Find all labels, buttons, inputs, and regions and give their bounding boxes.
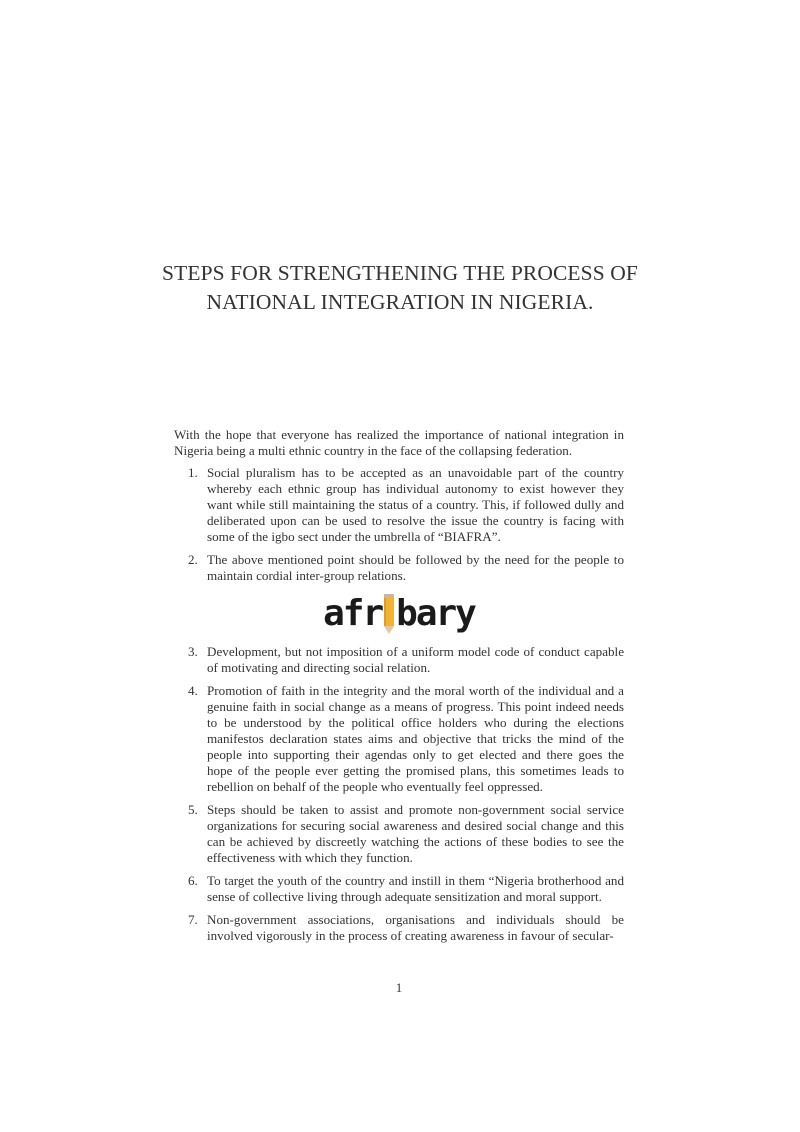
page-number: 1	[395, 980, 403, 995]
document-title: STEPS FOR STRENGTHENING THE PROCESS OF NATIONAL INTEGRATION IN NIGERIA.	[162, 261, 638, 314]
watermark-text-right: bary	[396, 593, 475, 634]
list-number: 7.	[188, 912, 198, 927]
intro-paragraph: With the hope that everyone has realized the importance of national integration in Nigeria being a multi ethnic country in the face of the collapsing federation.	[174, 427, 624, 458]
steps-list	[174, 465, 624, 584]
list-item	[174, 873, 624, 905]
list-text: Development, but not imposition of a uniform model code of conduct capable of motivating and directing social relation.	[207, 644, 624, 675]
afribary-watermark-logo	[323, 594, 475, 634]
watermark-row	[174, 591, 624, 637]
list-text: Promotion of faith in the integrity and the moral worth of the individual and a genuine faith in social change as a means of progress. This point indeed needs to be understood by the political office holders who during the elections manifestos declaration states aims and objective that tricks the mind of the people into supporting their agendas only to get elected and there goes the hope of the people ever getting the promised plans, this sometimes leads to rebellion on behalf of the people who eventually feel oppressed.	[207, 683, 624, 794]
list-item	[174, 912, 624, 944]
list-item	[174, 683, 624, 795]
list-item	[174, 465, 624, 545]
list-text: To target the youth of the country and instill in them “Nigeria brotherhood and sense of collective living through adequate sensitization and moral support.	[207, 873, 624, 904]
document-body	[174, 427, 624, 996]
list-number: 5.	[188, 802, 198, 817]
list-item	[174, 802, 624, 866]
list-number: 2.	[188, 552, 198, 567]
watermark-text-left: afr	[323, 593, 383, 634]
list-text: Social pluralism has to be accepted as an unavoidable part of the country whereby each ethnic group has individual autonomy to exist however they want while still maintaining the status of a country. This, if followed dully and deliberated upon can be used to resolve the issue the country is facing with some of the igbo sect under the umbrella of “BIAFRA”.	[207, 465, 624, 544]
list-number: 6.	[188, 873, 198, 888]
pencil-icon	[384, 594, 394, 634]
list-text: Steps should be taken to assist and promote non-government social service organizations for securing social awareness and desired social change and this can be achieved by discreetly watching the actions of these bodies to see the effectiveness with which they function.	[207, 802, 624, 865]
list-number: 4.	[188, 683, 198, 698]
steps-list-continued	[174, 644, 624, 944]
list-number: 1.	[188, 465, 198, 480]
list-text: Non-government associations, organisations and individuals should be involved vigorously in the process of creating awareness in favour of secular-	[207, 912, 624, 943]
list-item	[174, 644, 624, 676]
list-number: 3.	[188, 644, 198, 659]
list-item	[174, 552, 624, 584]
list-text: The above mentioned point should be followed by the need for the people to maintain cordial inter-group relations.	[207, 552, 624, 583]
